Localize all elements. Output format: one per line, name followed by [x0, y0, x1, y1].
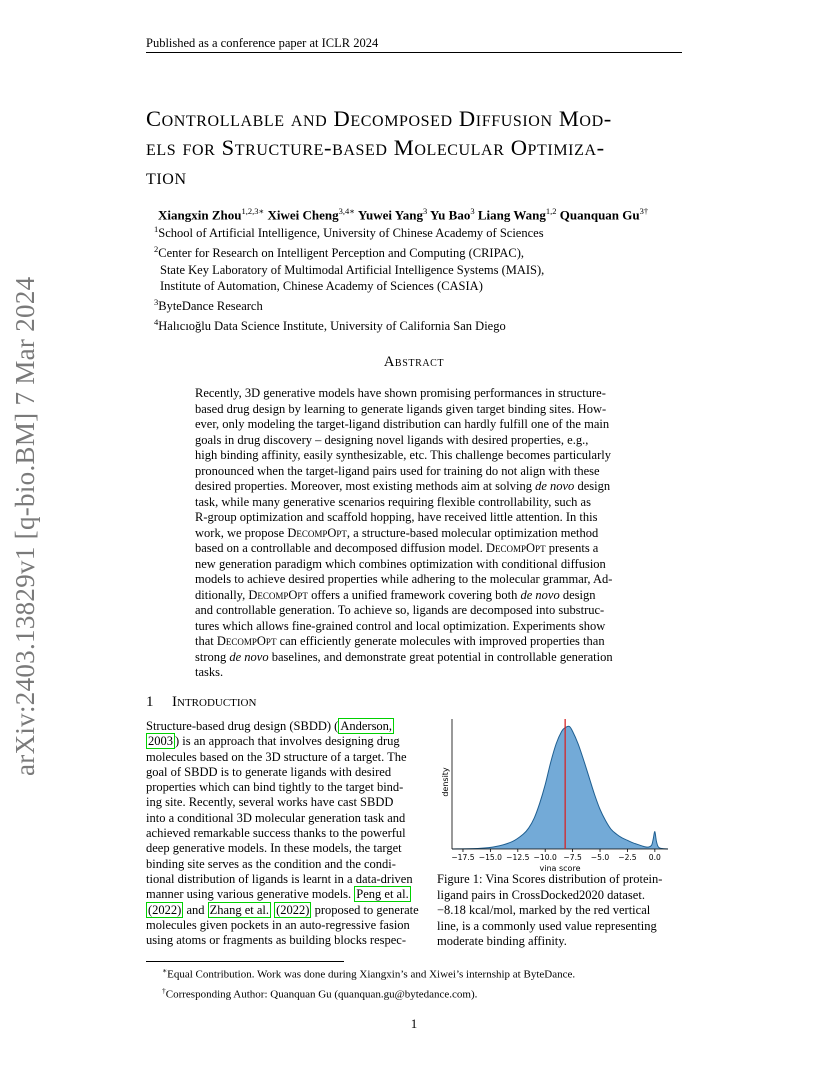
abstract-line: work, we propose DecompOpt, a structure-based molecular optimization method	[195, 525, 599, 540]
abstract-line: task, while many generative scenarios requiring flexible controllability, such as	[195, 494, 591, 509]
abstract-body	[195, 386, 634, 681]
x-tick-label: −12.5	[506, 853, 530, 862]
header-rule	[146, 52, 682, 53]
x-tick-label: −17.5	[451, 853, 475, 862]
abstract-line: high binding affinity, easily synthesizable, etc. This challenge becomes particularly	[195, 448, 611, 462]
affiliation-marker: 1	[154, 224, 159, 234]
footnote-marker: ∗	[162, 966, 168, 975]
affiliation-line: State Key Laboratory of Multimodal Artificial Intelligence Systems (MAIS),	[160, 262, 545, 277]
abstract-line: goals in drug discovery – designing novel ligands with desired properties, e.g.,	[195, 432, 589, 447]
section-heading-introduction	[146, 694, 256, 711]
abstract-line: Recently, 3D generative models have shown promising performances in structure-	[195, 386, 606, 400]
affiliation-line: Institute of Automation, Chinese Academy of Sciences (CASIA)	[160, 278, 483, 293]
abstract-line: models to achieve desired properties while adhering to the molecular grammar, Ad-	[195, 572, 613, 586]
author-affiliation-marker: 3	[422, 206, 428, 216]
caption-line: moderate binding affinity.	[437, 934, 567, 948]
arxiv-stamp[interactable]: arXiv:2403.13829v1 [q-bio.BM] 7 Mar 2024	[10, 276, 40, 776]
x-tick-label: −7.5	[563, 853, 582, 862]
intro-line: into a conditional 3D molecular generation task and	[146, 810, 406, 825]
author-name: Yu Bao	[429, 207, 471, 223]
caption-line: Figure 1: Vina Scores distribution of protein-	[437, 872, 663, 886]
author-name: Quanquan Gu	[559, 207, 640, 223]
abstract-line: strong de novo baselines, and demonstrate great potential in controllable generation	[195, 649, 613, 664]
intro-line: tional distribution of ligands is learnt in a data-driven	[146, 871, 413, 886]
paper-title	[146, 104, 691, 191]
intro-line: deep generative models. In these models, the target	[146, 841, 402, 856]
abstract-line: ditionally, DecompOpt offers a unified framework covering both de novo design	[195, 587, 596, 602]
method-name: DecompOpt	[486, 541, 546, 555]
author-affiliation-marker: 1,2	[545, 206, 557, 216]
citation-link[interactable]: 2003	[148, 734, 173, 749]
density-area	[452, 726, 668, 849]
footnotes	[162, 963, 575, 1002]
author-name: Xiangxin Zhou	[158, 207, 242, 223]
intro-line: molecules given pockets in an auto-regressive fasion	[146, 917, 410, 932]
abstract-line: tasks.	[195, 665, 224, 679]
introduction-body	[146, 719, 425, 948]
abstract-line: based on a controllable and decomposed diffusion model. DecompOpt presents a	[195, 541, 599, 555]
citation-link[interactable]: (2022)	[276, 902, 310, 917]
section-title: Introduction	[172, 694, 257, 710]
intro-line: Structure-based drug design (SBDD) ( Anderson,	[146, 719, 393, 733]
section-number: 1	[146, 694, 154, 710]
running-head: Published as a conference paper at ICLR 2024	[146, 36, 379, 50]
footnote: †Corresponding Author: Quanquan Gu (quanquan.gu@bytedance.com).	[162, 985, 478, 1001]
x-tick-label: −15.0	[478, 853, 503, 862]
intro-line: achieved remarkable success thanks to the powerful	[146, 826, 406, 841]
intro-line: 2003 ) is an approach that involves designing drug	[148, 734, 400, 749]
title-line-2: els for Structure-based Molecular Optimiza-	[146, 135, 605, 160]
caption-line: ligand pairs in CrossDocked2020 dataset.	[437, 887, 645, 902]
x-tick-label: −5.0	[590, 853, 610, 862]
author-affiliation-marker: 3,4∗	[338, 206, 356, 216]
intro-line: (2022) and Zhang et al. (2022) proposed to generate	[148, 902, 419, 917]
x-axis-label: vina score	[539, 864, 581, 873]
abstract-heading: Abstract	[383, 354, 445, 370]
intro-line: binding site serves as the condition and the condi-	[146, 856, 396, 871]
abstract-line: and controllable generation. To achieve so, ligands are decomposed into substruc-	[195, 603, 605, 617]
abstract-line: new generation paradigm which combines optimization with conditional diffusion	[195, 556, 606, 571]
footnote-marker: †	[162, 985, 166, 995]
author-affiliation-marker: 3†	[639, 206, 649, 216]
author-name: Yuwei Yang	[357, 207, 423, 223]
abstract-line: based drug design by learning to generate ligands given target binding sites. How-	[195, 401, 607, 416]
caption-line: −8.18 kcal/mol, marked by the red vertical	[437, 903, 651, 917]
author-affiliation-marker: 3	[470, 206, 475, 216]
figure-1-caption	[437, 872, 685, 950]
y-axis-label: density	[441, 767, 450, 797]
page-number: 1	[410, 1016, 418, 1031]
x-tick-label: −2.5	[618, 853, 637, 862]
abstract-line: ever, only modeling the target-ligand distribution can hardly fulfill one of the main	[195, 417, 610, 431]
affiliations	[154, 221, 544, 335]
intro-line: goal of SBDD is to generate ligands with desired	[146, 764, 392, 779]
intro-line: properties which can bind tightly to the target bind-	[146, 780, 404, 795]
title-line-1: Controllable and Decomposed Diffusion Mod-	[146, 106, 612, 131]
intro-line: manner using various generative models. Peng et al.	[146, 887, 409, 902]
affiliation-marker: 3	[154, 297, 159, 308]
affiliation-line: $^4$Halıcıoğlu Data Science Institute, University of California San Diego	[154, 317, 506, 334]
x-tick-label: 0.0	[648, 853, 661, 862]
footnote: ∗Equal Contribution. Work was done during Xiangxin’s and Xiwei’s internship at ByteDance.	[162, 966, 576, 981]
author-name: Xiwei Cheng	[267, 207, 339, 223]
intro-line: molecules based on the 3D structure of a target. The	[146, 749, 407, 764]
affiliation-line: $^2$Center for Research on Intelligent Perception and Computing (CRIPAC),	[154, 244, 525, 261]
abstract-line: desired properties. Moreover, most existing methods aim at solving de novo design	[195, 479, 611, 493]
author-name: Liang Wang	[477, 207, 546, 223]
citation-link[interactable]: Zhang et al.	[209, 902, 269, 917]
intro-line: using atoms or fragments as building blocks respec-	[146, 933, 407, 948]
figure-1-vina-density-chart	[440, 715, 680, 875]
intro-line: ing site. Recently, several works have cast SBDD	[146, 795, 394, 810]
citation-link[interactable]: Peng et al.	[356, 887, 409, 902]
method-name: DecompOpt	[248, 587, 308, 602]
affiliation-line: $^3$ByteDance Research	[154, 297, 263, 314]
x-tick-label: −10.0	[533, 853, 557, 862]
footnote-rule	[146, 961, 344, 962]
caption-line: line, is a commonly used value representing	[437, 918, 657, 933]
title-line-3: tion	[146, 164, 187, 189]
abstract-line: pronounced when the target-ligand pairs used for training do not align with these	[195, 463, 600, 478]
affiliation-marker: 4	[154, 317, 159, 328]
abstract-line: that DecompOpt can efficiently generate molecules with improved properties than	[195, 634, 605, 648]
affiliation-marker: 2	[154, 244, 159, 255]
density-plot	[440, 715, 680, 875]
method-name: DecompOpt	[216, 634, 277, 648]
citation-link[interactable]: (2022)	[148, 902, 182, 917]
affiliation-line: $^1$School of Artificial Intelligence, University of Chinese Academy of Sciences	[154, 224, 544, 241]
citation-link[interactable]: Anderson,	[340, 719, 393, 733]
abstract-line: R-group optimization and scaffold hopping, have received little attention. In this	[195, 510, 598, 524]
abstract-line: tures which allows fine-grained control and local optimization. Experiments show	[195, 618, 606, 633]
method-name: DecompOpt	[287, 525, 347, 540]
author-affiliation-marker: 1,2,3∗	[241, 206, 265, 216]
